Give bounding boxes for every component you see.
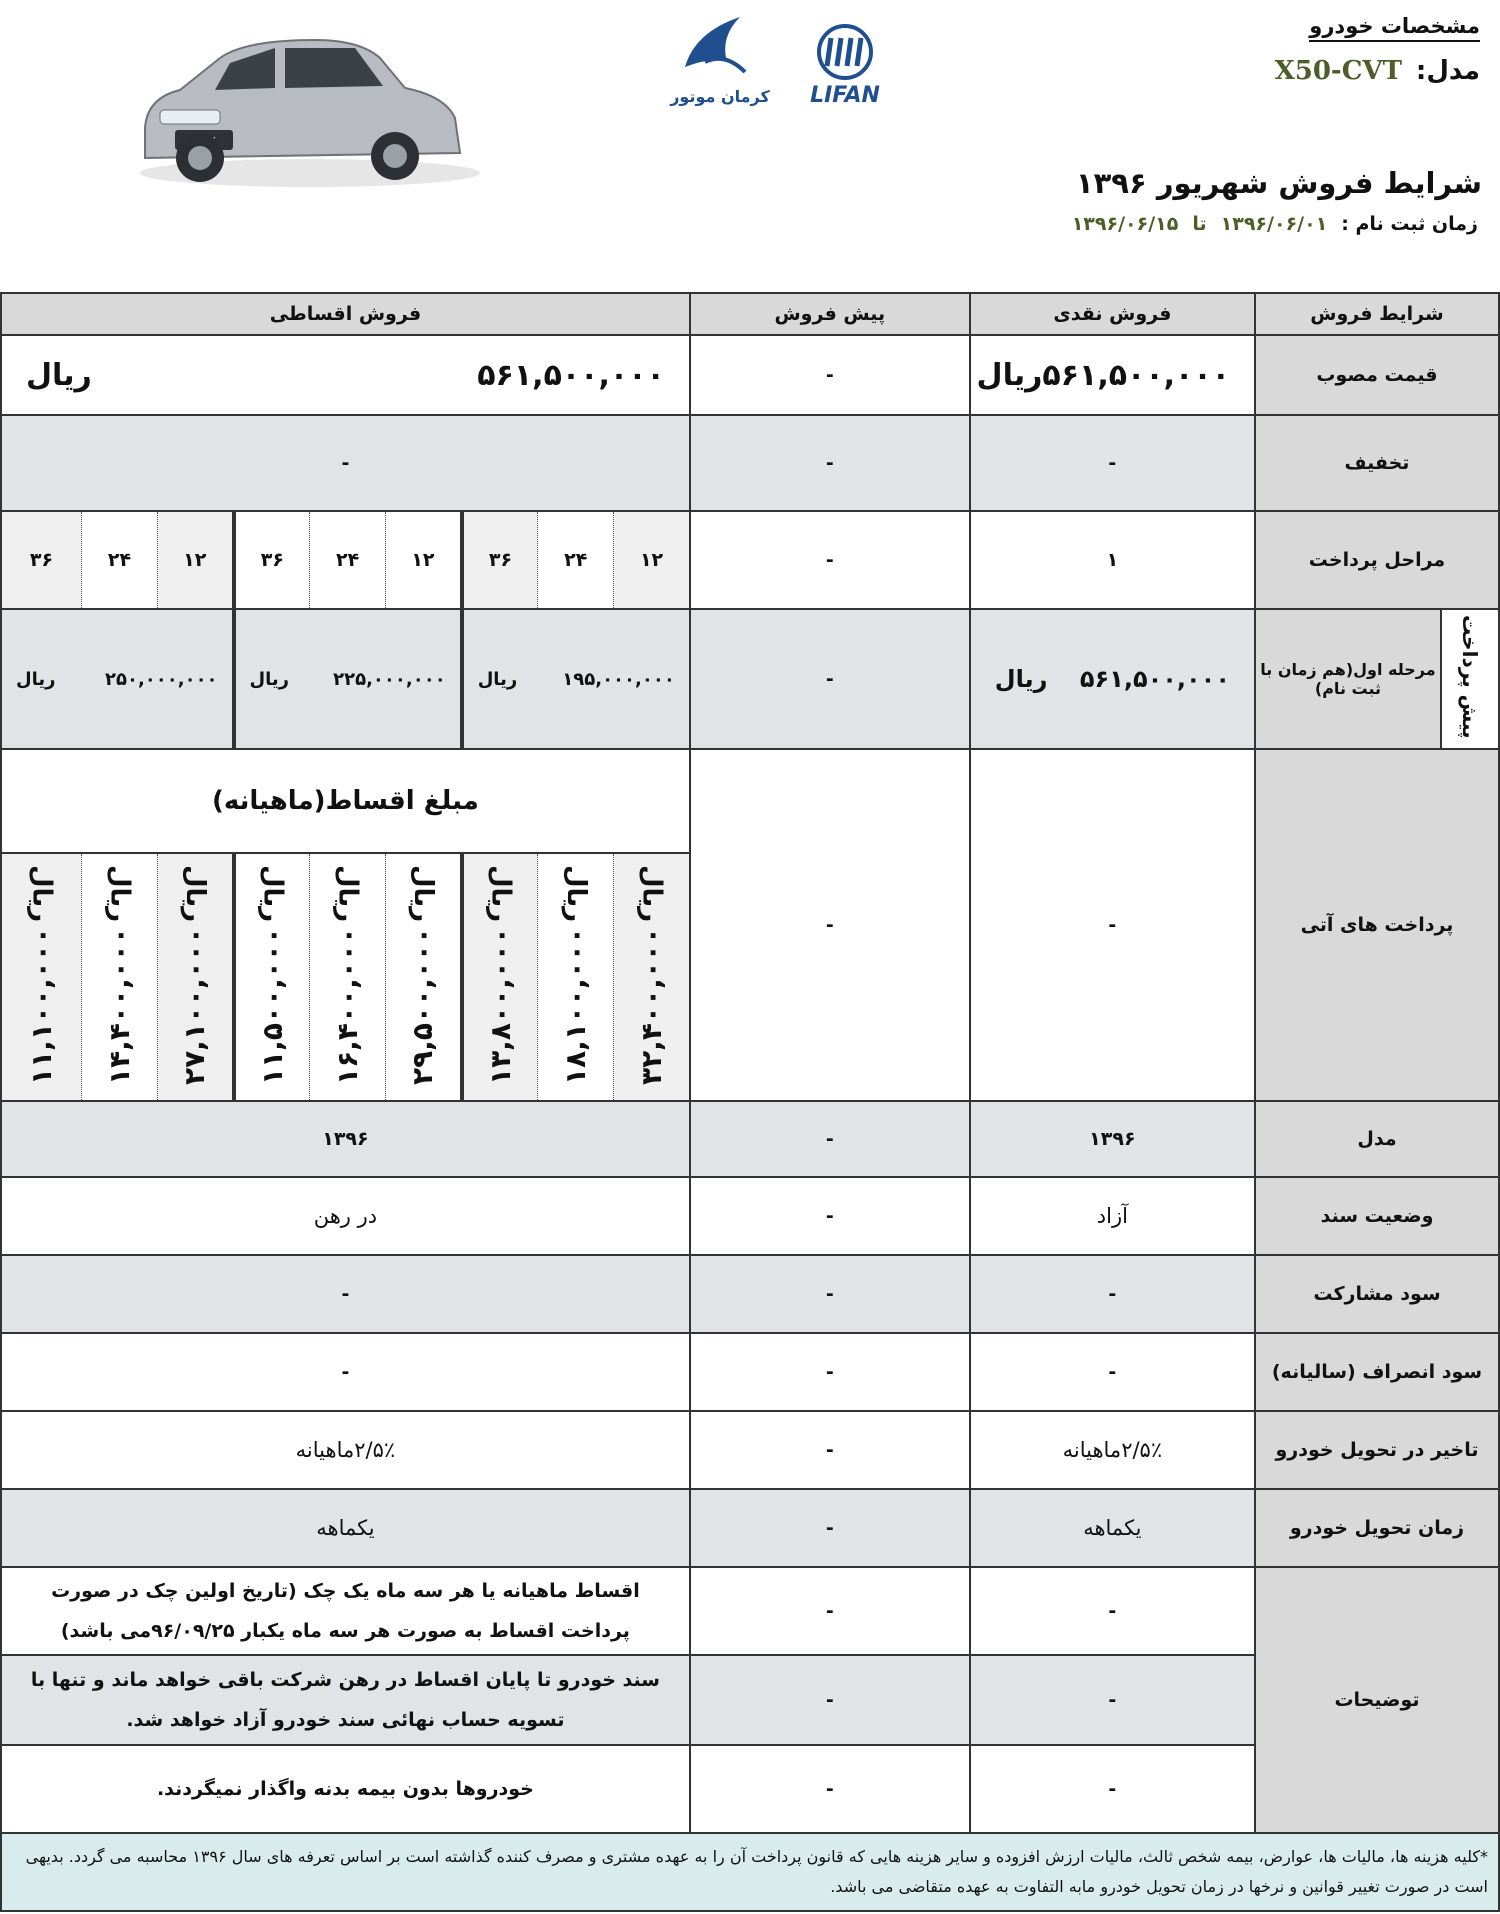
- note-text: خودروها بدون بیمه بدنه واگذار نمیگردند.: [1, 1745, 690, 1833]
- cancel-installment: -: [1, 1333, 690, 1411]
- sales-conditions-table: [0, 292, 1500, 1912]
- monthly-cell: [614, 853, 690, 1101]
- lifan-logo-text: LIFAN: [810, 83, 880, 108]
- monthly-cell: [234, 853, 310, 1101]
- monthly-value: ۱۶,۴۰۰,۰۰۰: [331, 926, 365, 1085]
- monthly-cell: [158, 853, 234, 1101]
- rial-unit: ریال: [332, 865, 363, 923]
- stages-row: [1, 511, 1499, 609]
- col-conditions: شرایط فروش: [1255, 293, 1499, 335]
- stages-label: مراحل پرداخت: [1255, 511, 1499, 609]
- first-stage-inst-36: [1, 609, 234, 749]
- model-year-installment: ۱۳۹۶: [1, 1101, 690, 1177]
- reg-label: زمان ثبت نام :: [1341, 213, 1478, 235]
- note-text: سند خودرو تا پایان اقساط در رهن شرکت باقی خواهد ماند و تنها با تسویه حساب نهائی سند خودرو آزاد خواهد شد.: [1, 1655, 690, 1745]
- discount-presale: -: [690, 415, 970, 511]
- deed-row: [1, 1177, 1499, 1255]
- model-year-label: مدل: [1255, 1101, 1499, 1177]
- monthly-value: ۳۲,۴۰۰,۰۰۰: [635, 926, 669, 1085]
- note-cash: -: [970, 1567, 1255, 1655]
- col-cash: فروش نقدی: [970, 293, 1255, 335]
- stage-cell: ۲۴: [538, 511, 614, 609]
- delay-presale: -: [690, 1411, 970, 1489]
- price-installment: [1, 335, 690, 415]
- rial-unit: ریال: [636, 865, 667, 923]
- price-row: [1, 335, 1499, 415]
- delivery-row: [1, 1489, 1499, 1567]
- monthly-cell: [386, 853, 462, 1101]
- reg-from: ۱۳۹۶/۰۶/۰۱: [1220, 213, 1328, 235]
- note-presale: -: [690, 1567, 970, 1655]
- col-installment: فروش اقساطی: [1, 293, 690, 335]
- cancel-row: [1, 1333, 1499, 1411]
- monthly-value: ۱۱,۱۰۰,۰۰۰: [24, 926, 58, 1085]
- first-stage-value: ۲۵۰,۰۰۰,۰۰۰: [104, 668, 218, 690]
- rial-unit: ریال: [560, 865, 591, 923]
- discount-installment: -: [1, 415, 690, 511]
- stage-cell: ۲۴: [81, 511, 157, 609]
- rial-unit: ریال: [16, 668, 56, 690]
- delay-cash: ۲/۵٪ماهیانه: [970, 1411, 1255, 1489]
- monthly-value: ۱۳,۸۰۰,۰۰۰: [483, 926, 517, 1085]
- model-label: مدل:: [1415, 56, 1480, 86]
- rial-unit: ریال: [257, 865, 288, 923]
- monthly-cell: [462, 853, 538, 1101]
- header-row: [1, 293, 1499, 335]
- cancel-presale: -: [690, 1333, 970, 1411]
- first-stage-inst-24: [234, 609, 462, 749]
- rial-unit: ریال: [477, 668, 518, 690]
- note-presale: -: [690, 1745, 970, 1833]
- rial-unit: ریال: [485, 865, 516, 923]
- car-image: [125, 18, 485, 193]
- monthly-cell: [310, 853, 386, 1101]
- stage-cell: ۲۴: [310, 511, 386, 609]
- deed-label: وضعیت سند: [1255, 1177, 1499, 1255]
- deed-installment: در رهن: [1, 1177, 690, 1255]
- price-presale: -: [690, 335, 970, 415]
- first-stage-cash-value: ۵۶۱,۵۰۰,۰۰۰: [1079, 665, 1230, 693]
- rial-unit: ریال: [407, 865, 438, 923]
- sale-title: شرایط فروش شهریور ۱۳۹۶: [1075, 166, 1482, 200]
- stage-cell: ۳۶: [462, 511, 538, 609]
- note-cash: -: [970, 1745, 1255, 1833]
- prepay-side-cell: [1441, 609, 1499, 749]
- rial-unit: ریال: [994, 665, 1048, 693]
- price-label: قیمت مصوب: [1255, 335, 1499, 415]
- rial-unit: ریال: [976, 357, 1043, 393]
- rial-unit: ریال: [179, 865, 210, 923]
- partnership-label: سود مشارکت: [1255, 1255, 1499, 1333]
- monthly-value: ۲۷,۱۰۰,۰۰۰: [178, 926, 212, 1085]
- rial-unit: ریال: [104, 865, 135, 923]
- future-title-row: [1, 749, 1499, 853]
- delay-label: تاخیر در تحویل خودرو: [1255, 1411, 1499, 1489]
- rial-unit: ریال: [249, 668, 290, 690]
- stage-cell: ۱۲: [386, 511, 462, 609]
- kerman-logo-text: کرمان موتور: [670, 87, 770, 106]
- future-label: پرداخت های آتی: [1255, 749, 1499, 1101]
- reg-to: ۱۳۹۶/۰۶/۱۵: [1071, 213, 1179, 235]
- discount-row: [1, 415, 1499, 511]
- first-stage-row: [1, 609, 1499, 749]
- first-stage-value: ۱۹۵,۰۰۰,۰۰۰: [562, 668, 675, 690]
- note-text: اقساط ماهیانه یا هر سه ماه یک چک (تاریخ اولین چک در صورت پرداخت اقساط به صورت هر سه ماه یکبار ۹۶/۰۹/۲۵می باشد): [1, 1567, 690, 1655]
- partnership-presale: -: [690, 1255, 970, 1333]
- stage-cell: ۳۶: [234, 511, 310, 609]
- kerman-motor-logo: [665, 12, 775, 112]
- footer-row: [1, 1833, 1499, 1911]
- stages-presale: -: [690, 511, 970, 609]
- lifan-logo: [795, 20, 895, 108]
- delivery-presale: -: [690, 1489, 970, 1567]
- monthly-value: ۱۸,۱۰۰,۰۰۰: [559, 926, 593, 1085]
- notes-label: توضیحات: [1255, 1567, 1499, 1833]
- price-cash: [970, 335, 1255, 415]
- partnership-row: [1, 1255, 1499, 1333]
- rial-unit: ریال: [26, 865, 57, 923]
- monthly-value: ۲۹,۵۰۰,۰۰۰: [406, 926, 440, 1085]
- cancel-label: سود انصراف (سالیانه): [1255, 1333, 1499, 1411]
- monthly-cell: [81, 853, 157, 1101]
- prepay-side-label: پیش پرداخت: [1457, 614, 1482, 739]
- footer-note: *کلیه هزینه ها، مالیات ها، عوارض، بیمه شخص ثالث، مالیات ارزش افزوده و سایر هزینه هایی که قانون پرداخت آن را به عهده مشتری و مصرف کننده گذاشته است بر اساس تعرفه های سال ۱۳۹۶ محاسبه می گردد. بدیهی است در صورت تغییر قوانین و نرخها در زمان تحویل خودرو مابه التفاوت به عهده متقاضی می باشد.: [1, 1833, 1499, 1911]
- note-row: [1, 1567, 1499, 1655]
- stage-cell: ۱۲: [614, 511, 690, 609]
- monthly-cell: [538, 853, 614, 1101]
- rial-unit: ریال: [26, 357, 92, 393]
- model-year-cash: ۱۳۹۶: [970, 1101, 1255, 1177]
- future-presale: -: [690, 749, 970, 1101]
- monthly-cell: [1, 853, 81, 1101]
- first-stage-label: مرحله اول(هم زمان با ثبت نام): [1255, 609, 1441, 749]
- registration-period: [1072, 213, 1478, 235]
- spec-title: مشخصات خودرو: [1309, 14, 1480, 42]
- model-row: [1275, 56, 1480, 86]
- discount-label: تخفیف: [1255, 415, 1499, 511]
- price-cash-value: ۵۶۱,۵۰۰,۰۰۰: [1042, 357, 1230, 393]
- delivery-cash: یکماهه: [970, 1489, 1255, 1567]
- stage-cell: ۱۲: [158, 511, 234, 609]
- partnership-cash: -: [970, 1255, 1255, 1333]
- cancel-cash: -: [970, 1333, 1255, 1411]
- discount-cash: -: [970, 415, 1255, 511]
- delivery-label: زمان تحویل خودرو: [1255, 1489, 1499, 1567]
- model-value: X50-CVT: [1274, 56, 1402, 86]
- model-year-presale: -: [690, 1101, 970, 1177]
- col-presale: پیش فروش: [690, 293, 970, 335]
- first-stage-presale: -: [690, 609, 970, 749]
- monthly-value: ۱۴,۴۰۰,۰۰۰: [102, 926, 136, 1085]
- delivery-installment: یکماهه: [1, 1489, 690, 1567]
- deed-presale: -: [690, 1177, 970, 1255]
- reg-to-word: تا: [1192, 213, 1207, 235]
- note-cash: -: [970, 1655, 1255, 1745]
- monthly-value: ۱۱,۵۰۰,۰۰۰: [255, 926, 289, 1085]
- monthly-title: مبلغ اقساط(ماهیانه): [1, 749, 690, 853]
- first-stage-value: ۲۲۵,۰۰۰,۰۰۰: [333, 668, 446, 690]
- note-presale: -: [690, 1655, 970, 1745]
- partnership-installment: -: [1, 1255, 690, 1333]
- future-cash: -: [970, 749, 1255, 1101]
- stage-cell: ۳۶: [1, 511, 81, 609]
- delay-row: [1, 1411, 1499, 1489]
- price-inst-value: ۵۶۱,۵۰۰,۰۰۰: [477, 357, 665, 393]
- first-stage-cash: [970, 609, 1255, 749]
- deed-cash: آزاد: [970, 1177, 1255, 1255]
- first-stage-inst-12: [462, 609, 690, 749]
- stages-cash: ۱: [970, 511, 1255, 609]
- delay-installment: ۲/۵٪ماهیانه: [1, 1411, 690, 1489]
- model-year-row: [1, 1101, 1499, 1177]
